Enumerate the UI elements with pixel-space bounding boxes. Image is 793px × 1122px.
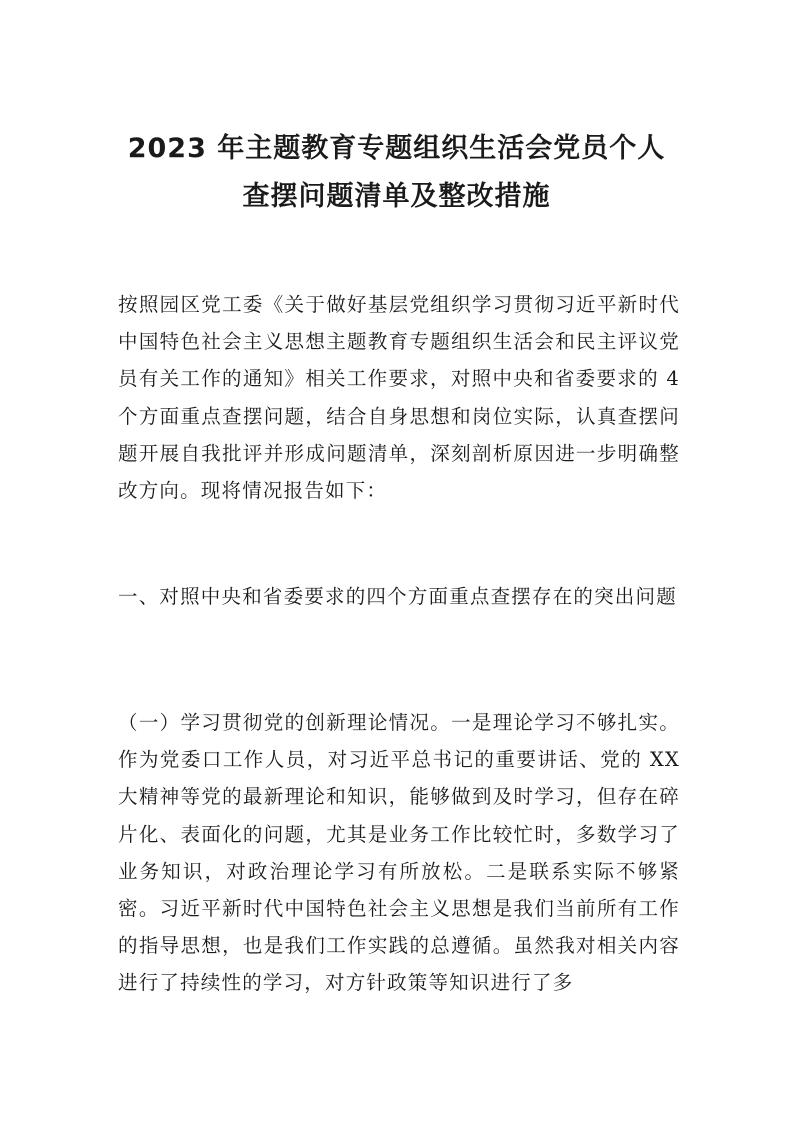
document-title-line-1: 2023 年主题教育专题组织生活会党员个人 (127, 133, 666, 164)
document-title-line-2: 查摆问题清单及整改措施 (242, 181, 551, 212)
intro-paragraph: 按照园区党工委《关于做好基层党组织学习贯彻习近平新时代中国特色社会主义思想主题教育专题组织生活会和民主评议党员有关工作的通知》相关工作要求，对照中央和省委要求的 4 个方面重点查摆问题，结合自身思想和岗位实际，认真查摆问题开展自我批评并形成问题清单，深刻剖析原因进一步明确整改方向。现将情况报告如下： (118, 293, 680, 503)
section-heading-1: 一、对照中央和省委要求的四个方面重点查摆存在的突出问题 (118, 585, 677, 608)
section-1-paragraph: （一）学习贯彻党的创新理论情况。一是理论学习不够扎实。作为党委口工作人员，对习近平总书记的重要讲话、党的 XX 大精神等党的最新理论和知识，能够做到及时学习，但存在碎片化、表面化的问题，尤其是业务工作比较忙时，多数学习了业务知识，对政治理论学习有所放松。二是联系实际不够紧密。习近平新时代中国特色社会主义思想是我们当前所有工作的指导思想，也是我们工作实践的总遵循。虽然我对相关内容进行了持续性的学习，对方针政策等知识进行了多 (118, 711, 680, 995)
